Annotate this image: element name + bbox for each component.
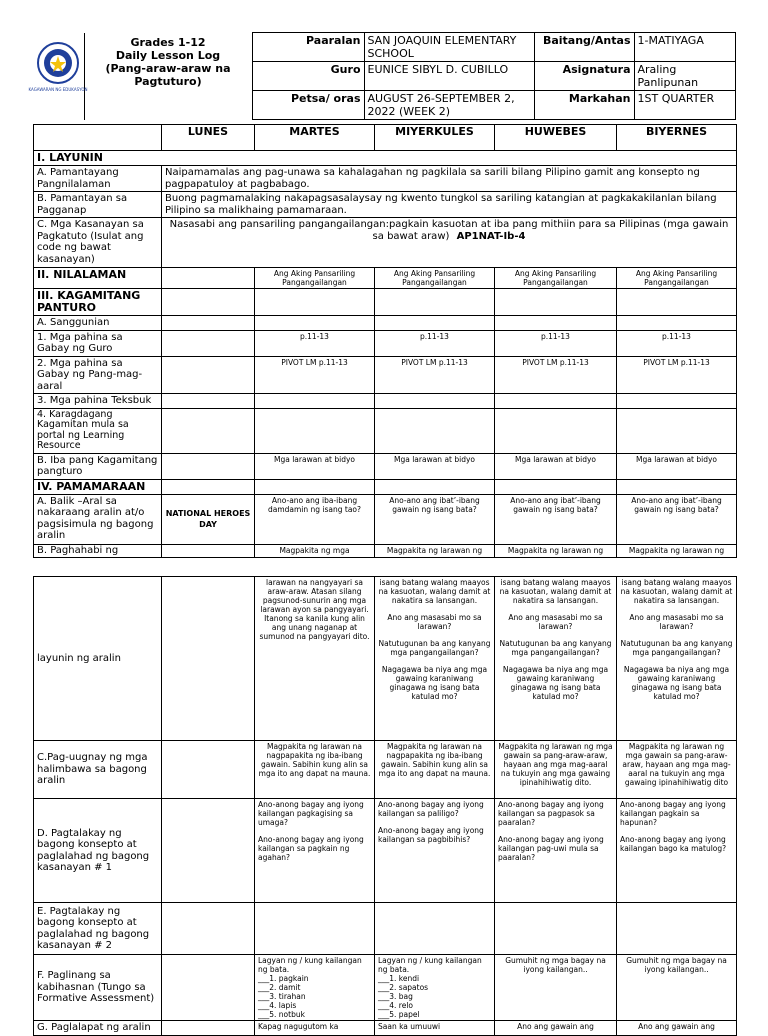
- nilalaman-biyernes: Ang Aking Pansariling Pangangailangan: [617, 268, 737, 289]
- pag-uugnay-miyerkules: Magpakita ng larawan na nagpapakita ng iba-ibang gawain. Sabihin kung alin sa mga ito ang dapat na mauna.: [375, 741, 495, 799]
- paglinang-label: F. Paglinang sa kabihasnan (Tungo sa Formative Assessment): [34, 955, 162, 1021]
- guro-value: EUNICE SIBYL D. CUBILLO: [364, 62, 534, 91]
- paghahabi-martes: Magpakita ng mga: [255, 544, 375, 557]
- section-kagamitang: III. KAGAMITANG PANTURO: [34, 289, 162, 316]
- paglalapat-martes: Kapag nagugutom ka: [255, 1021, 375, 1036]
- kasanayan-label: C. Mga Kasanayan sa Pagkatuto (Isulat ang code ng bawat kasanayan): [34, 218, 162, 268]
- iba-kagamitang-miyerkules: Mga larawan at bidyo: [375, 453, 495, 479]
- paglalapat-label: G. Paglalapat ng aralin: [34, 1021, 162, 1036]
- kasanayan-text: [162, 218, 737, 268]
- paglalapat-biyernes: Ano ang gawain ang: [617, 1021, 737, 1036]
- kasanayan-code: AP1NAT-Ib-4: [456, 230, 526, 242]
- sanggunian-label: A. Sanggunian: [34, 316, 162, 331]
- iba-kagamitang-huwebes: Mga larawan at bidyo: [495, 453, 617, 479]
- pamantayan-pagganap-text: Buong pagmamalaking nakapagsasalaysay ng kwento tungkol sa sariling katangian at pagkakakilanlan bilang Pilipino sa malikhaing pamamaraan.: [162, 192, 737, 218]
- paglalapat-miyerkules: Saan ka umuuwi: [375, 1021, 495, 1036]
- day-lunes: LUNES: [162, 125, 255, 151]
- pagtalakay-1-martes: Ano-anong bagay ang iyong kailangan pagkagising sa umaga? Ano-anong bagay ang iyong kailangan sa pagkain ng agahan?: [255, 799, 375, 903]
- teksbuk-label: 3. Mga pahina Teksbuk: [34, 394, 162, 409]
- pag-uugnay-martes: Magpakita ng larawan na nagpapakita ng iba-ibang gawain. Sabihin kung alin sa mga ito ang dapat na mauna.: [255, 741, 375, 799]
- pagtalakay-2-label: E. Pagtalakay ng bagong konsepto at paglalahad ng bagong kasanayan # 2: [34, 903, 162, 955]
- kasanayan-desc: Nasasabi ang pansariling pangangailangan:pagkain kasuotan at iba pang mithiin para sa Pilipinas (mga gawain sa bawat araw): [169, 219, 729, 242]
- gabay-mag-aaral-martes: PIVOT LM p.11-13: [255, 356, 375, 394]
- gabay-guro-huwebes: p.11-13: [495, 330, 617, 356]
- section-nilalaman: II. NILALAMAN: [34, 268, 162, 289]
- nilalaman-miyerkules: Ang Aking Pansariling Pangangailangan: [375, 268, 495, 289]
- baitang-label: Baitang/Antas: [534, 33, 634, 62]
- lesson-table-1: [33, 124, 737, 558]
- petsa-value: AUGUST 26-SEPTEMBER 2, 2022 (WEEK 2): [364, 91, 534, 120]
- layunin-biyernes: isang batang walang maayos na kasuotan, walang damit at nakatira sa lansangan. Ano ang masasabi mo sa larawan? Natutugunan ba ang kanyang mga pangangailangan? Nagagawa ba niya ang mga gawaing karaniwang ginagawa ng isang bata katulad mo?: [617, 577, 737, 741]
- paglinang-martes: Lagyan ng / kung kailangan ng bata. ___1. pagkain ___2. damit ___3. tirahan ___4. lapis ___5. notbuk: [255, 955, 375, 1021]
- asignatura-value: Araling Panlipunan: [634, 62, 735, 91]
- title-grades: Grades 1-12: [130, 35, 206, 49]
- pamantayan-pagganap-label: B. Pamantayan sa Pagganap: [34, 192, 162, 218]
- gabay-guro-miyerkules: p.11-13: [375, 330, 495, 356]
- pag-uugnay-biyernes: Magpakita ng larawan ng mga gawain sa pang-araw-araw, hayaan ang mga mag-aaral na tukuyin ang mga gawaing ipinahihiwatig dito: [617, 741, 737, 799]
- paglalapat-huwebes: Ano ang gawain ang: [495, 1021, 617, 1036]
- paghahabi-miyerkules: Magpakita ng larawan ng: [375, 544, 495, 557]
- deped-seal: [28, 33, 88, 120]
- markahan-value: 1ST QUARTER: [634, 91, 735, 120]
- title-dll: Daily Lesson Log: [115, 48, 221, 62]
- layunin-martes: larawan na nangyayari sa araw-araw. Atasan silang pagsunod-sunurin ang mga larawan ayon sa pangyayari. Itanong sa kanila kung alin ang unang naganap at sumunod na pangyayari dito.: [255, 577, 375, 741]
- balik-aral-huwebes: Ano-ano ang ibat’-ibang gawain ng isang bata?: [495, 494, 617, 544]
- nilalaman-huwebes: Ang Aking Pansariling Pangangailangan: [495, 268, 617, 289]
- balik-aral-miyerkules: Ano-ano ang ibat’-ibang gawain ng isang bata?: [375, 494, 495, 544]
- paaralan-label: Paaralan: [252, 33, 364, 62]
- svg-text:KAGAWARAN NG EDUKASYON: KAGAWARAN NG EDUKASYON: [28, 86, 88, 92]
- balik-aral-label: A. Balik –Aral sa nakaraang aralin at/o pagsisimula ng bagong aralin: [34, 494, 162, 544]
- pagtalakay-1-huwebes: Ano-anong bagay ang iyong kailangan sa pagpasok sa paaralan? Ano-anong bagay ang iyong kailangan pag-uwi mula sa paaralan?: [495, 799, 617, 903]
- paglinang-miyerkules: Lagyan ng / kung kailangan ng bata. ___1. kendi ___2. sapatos ___3. bag ___4. relo ___5. papel: [375, 955, 495, 1021]
- holiday-label: NATIONAL HEROES DAY: [162, 494, 255, 544]
- day-huwebes: HUWEBES: [495, 125, 617, 151]
- pag-uugnay-huwebes: Magpakita ng larawan ng mga gawain sa pang-araw-araw, hayaan ang mga mag-aaral na tukuyin ang mga gawaing ipinahihiwatig dito.: [495, 741, 617, 799]
- paghahabi-biyernes: Magpakita ng larawan ng: [617, 544, 737, 557]
- lesson-table-2: [33, 576, 737, 1036]
- balik-aral-martes: Ano-ano ang iba-ibang damdamin ng isang tao?: [255, 494, 375, 544]
- layunin-miyerkules: isang batang walang maayos na kasuotan, walang damit at nakatira sa lansangan. Ano ang masasabi mo sa larawan? Natutugunan ba ang kanyang mga pangangailangan? Nagagawa ba niya ang mga gawaing karaniwang ginagawa ng isang bata katulad mo?: [375, 577, 495, 741]
- iba-kagamitang-biyernes: Mga larawan at bidyo: [617, 453, 737, 479]
- pagtalakay-1-miyerkules: Ano-anong bagay ang iyong kailangan sa paliligo? Ano-anong bagay ang iyong kailangan sa pagbibihis?: [375, 799, 495, 903]
- pag-uugnay-label: C.Pag-uugnay ng mga halimbawa sa bagong aralin: [34, 741, 162, 799]
- corner-cell: [34, 125, 162, 151]
- day-martes: MARTES: [255, 125, 375, 151]
- asignatura-label: Asignatura: [534, 62, 634, 91]
- markahan-label: Markahan: [534, 91, 634, 120]
- paghahabi-huwebes: Magpakita ng larawan ng: [495, 544, 617, 557]
- karagdagang-label: 4. Karagdagang Kagamitan mula sa portal ng Learning Resource: [34, 408, 162, 453]
- gabay-mag-aaral-huwebes: PIVOT LM p.11-13: [495, 356, 617, 394]
- day-miyerkules: MIYERKULES: [375, 125, 495, 151]
- header-table: [28, 32, 736, 120]
- gabay-guro-biyernes: p.11-13: [617, 330, 737, 356]
- guro-label: Guro: [252, 62, 364, 91]
- balik-aral-biyernes: Ano-ano ang ibat’-ibang gawain ng isang bata?: [617, 494, 737, 544]
- gabay-guro-label: 1. Mga pahina sa Gabay ng Guro: [34, 330, 162, 356]
- section-layunin: I. LAYUNIN: [34, 151, 737, 166]
- gabay-mag-aaral-label: 2. Mga pahina sa Gabay ng Pang-mag-aaral: [34, 356, 162, 394]
- pamantayang-pangnilalaman-label: A. Pamantayang Pangnilalaman: [34, 166, 162, 192]
- petsa-label: Petsa/ oras: [252, 91, 364, 120]
- layunin-huwebes: isang batang walang maayos na kasuotan, walang damit at nakatira sa lansangan. Ano ang masasabi mo sa larawan? Natutugunan ba ang kanyang mga pangangailangan? Nagagawa ba niya ang mga gawaing karaniwang ginagawa ng isang bata katulad mo?: [495, 577, 617, 741]
- paglinang-biyernes: Gumuhit ng mga bagay na iyong kailangan..: [617, 955, 737, 1021]
- pagtalakay-1-label: D. Pagtalakay ng bagong konsepto at paglalahad ng bagong kasanayan # 1: [34, 799, 162, 903]
- layunin-aralin-label: layunin ng aralin: [34, 577, 162, 741]
- gabay-mag-aaral-miyerkules: PIVOT LM p.11-13: [375, 356, 495, 394]
- deped-seal-icon: [28, 33, 88, 105]
- gabay-guro-martes: p.11-13: [255, 330, 375, 356]
- section-pamamaraan: IV. PAMAMARAAN: [34, 479, 162, 494]
- nilalaman-lunes: [162, 268, 255, 289]
- nilalaman-martes: Ang Aking Pansariling Pangangailangan: [255, 268, 375, 289]
- iba-kagamitang-label: B. Iba pang Kagamitang pangturo: [34, 453, 162, 479]
- day-biyernes: BIYERNES: [617, 125, 737, 151]
- paglinang-huwebes: Gumuhit ng mga bagay na iyong kailangan..: [495, 955, 617, 1021]
- pagtalakay-1-biyernes: Ano-anong bagay ang iyong kailangan pagkain sa hapunan? Ano-anong bagay ang iyong kailangan bago ka matulog?: [617, 799, 737, 903]
- iba-kagamitang-martes: Mga larawan at bidyo: [255, 453, 375, 479]
- baitang-value: 1-MATIYAGA: [634, 33, 735, 62]
- paghahabi-label: B. Paghahabi ng: [34, 544, 162, 557]
- dll-title: [84, 33, 252, 120]
- pamantayang-pangnilalaman-text: Naipamamalas ang pag-unawa sa kahalagahan ng pagkilala sa sarili bilang Pilipino gamit ang konsepto ng pagpapatuloy at pagbabago.: [162, 166, 737, 192]
- title-pang-araw: (Pang-araw-araw na Pagtuturo): [105, 61, 231, 88]
- gabay-mag-aaral-biyernes: PIVOT LM p.11-13: [617, 356, 737, 394]
- paaralan-value: SAN JOAQUIN ELEMENTARY SCHOOL: [364, 33, 534, 62]
